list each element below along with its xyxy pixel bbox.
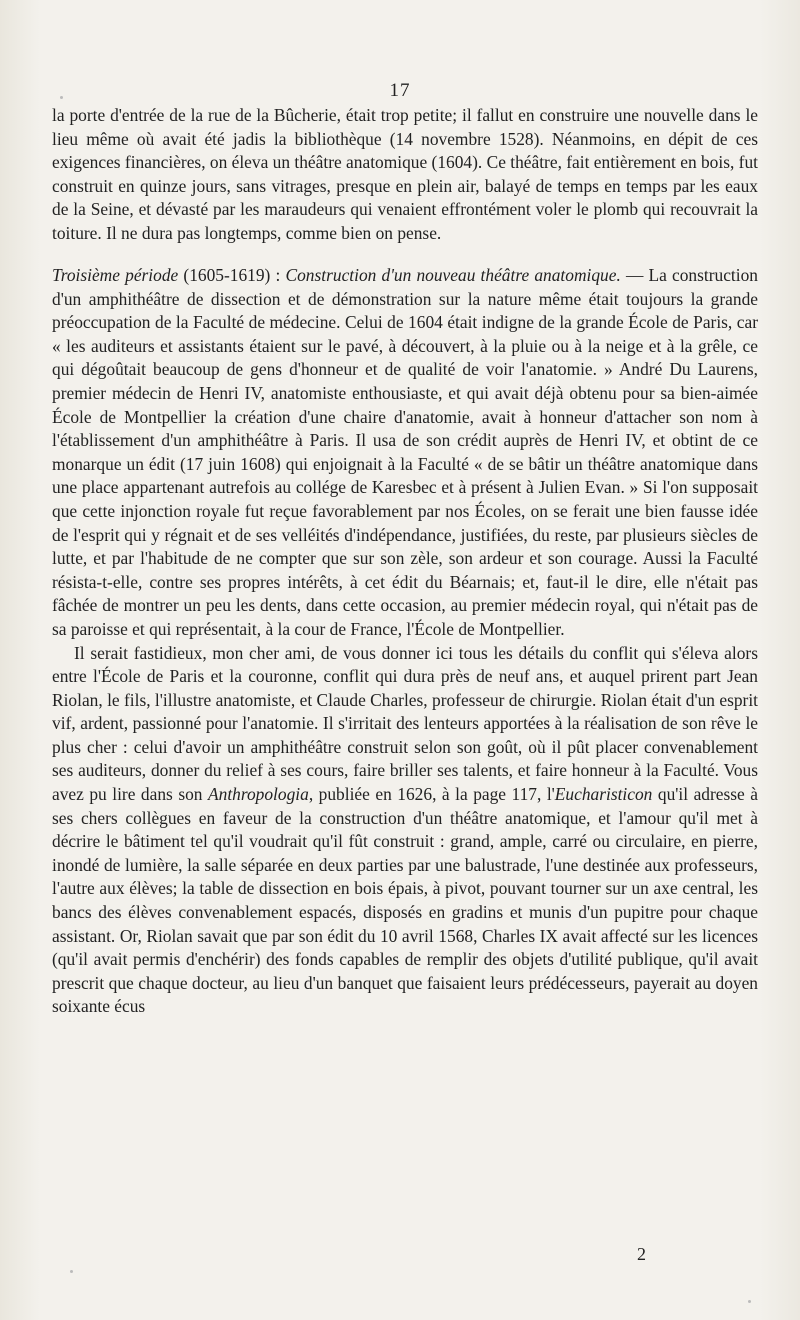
page-number: 17 [389,80,411,101]
section-label: Troisième période [52,265,179,285]
paragraph-3 [52,642,758,1020]
section-dates: (1605-1619) : [178,265,286,285]
book-title-eucharisticon: Eucharisticon [554,784,653,805]
paragraph-continuation [52,104,758,246]
paper-speck [748,1300,751,1303]
paragraph-2 [52,264,758,642]
paragraph-3-middle: , publiée en 1626, à la page 117, l' [308,784,555,805]
signature-mark: 2 [637,1244,646,1264]
book-title-anthropologia: Anthropologia [208,784,309,805]
paper-speck [70,1270,73,1273]
paragraph-3-after: qu'il adresse à ses chers collègues en faveur de la construction d'un théâtre anatomique, et l'amour qu'il met à décrire le bâtiment tel qu'il voudrait qu'il fût construit : grand, ample, carré ou circulaire, en pierre, inondé de lumière, la salle séparée en deux parties par une balustrade, l'une destinée aux professeurs, l'autre aux élèves; la table de dissection en bois épais, à pivot, pouvant tourner sur un axe central, les bancs des élèves convenablement espacés, disposés en gradins et munis d'un pupitre pour chaque assistant. Or, Riolan savait que par son édit du 10 avril 1568, Charles IX avait affecté sur les licences (qu'il avait permis d'enchérir) des fonds capables de remplir des objets d'utilité publique, qu'il avait prescrit que chaque docteur, au lieu d'un banquet que faisaient leurs prédécesseurs, payerait au doyen soixante écus [52,784,758,1017]
section-third-period [52,264,758,1019]
paragraph-3-before: Il serait fastidieux, mon cher ami, de vous donner ici tous les détails du conflit qui s'éleva alors entre l'École de Paris et la couronne, conflit qui dura près de neuf ans, et auquel prirent part Jean Riolan, le fils, l'illustre anatomiste, et Claude Charles, professeur de chirurgie. Riolan était d'un esprit vif, ardent, passionné pour l'anatomie. Il s'irritait des lenteurs apportées à la réalisation de son rêve le plus cher : celui d'avoir un amphithéâtre construit selon son goût, où il pût placer convenablement ses auditeurs, donner du relief à ses cours, faire briller ses talents, et faire honneur à la Faculté. Vous avez pu lire dans son [52,642,758,805]
paper-speck [60,96,63,99]
section-title: Construction d'un nouveau théâtre anatomique. [285,265,621,285]
paragraph-1: la porte d'entrée de la rue de la Bûcherie, était trop petite; il fallut en construire une nouvelle dans le lieu même où avait été jadis la bibliothèque (14 novembre 1528). Néanmoins, en dépit de ces exigences financières, on éleva un théâtre anatomique (1604). Ce théâtre, fait entièrement en bois, fut construit en quinze jours, sans vitrages, presque en plein air, balayé de temps en temps par les eaux de la Seine, et dévasté par les maraudeurs qui venaient effrontément voler le plomb qui recouvrait la toiture. Il ne dura pas longtemps, comme bien on pense. [52,105,758,243]
section-text: — La construction d'un amphithéâtre de dissection et de démonstration sur la nature même était toujours la grande préoccupation de la Faculté de médecine. Celui de 1604 était indigne de la grande École de Paris, car « les auditeurs et assistants étaient sur le pavé, à découvert, à la pluie ou à la neige et à la grêle, ce qui dégoûtait beaucoup de gens d'honneur et de qualité de voir l'anatomie. » André Du Laurens, premier médecin de Henri IV, anatomiste enthousiaste, et qui avait déjà obtenu pour sa bien-aimée École de Montpellier la création d'une chaire d'anatomie, avait à honneur d'attacher son nom à l'établissement d'un amphithéâtre à Paris. Il usa de son crédit auprès de Henri IV, et obtint de ce monarque un édit (17 juin 1608) qui enjoignait à la Faculté « de se bâtir un théâtre anatomique dans une place appartenant autrefois au collége de Karesbec et à présent à Julien Evan. » Si l'on supposait que cette injonction royale fut reçue favorablement par nos Écoles, on se ferait une bien fausse idée de l'esprit qui y régnait et de ses velléités d'indépendance, justifiées, du reste, par plusieurs siècles de lutte, et par l'habitude de ne compter que sur son zèle, son ardeur et son courage. Aussi la Faculté résista-t-elle, contre ses propres intérêts, à cet édit du Béarnais; et, faut-il le dire, elle n'était pas fâchée de montrer un peu les dents, dans cette occasion, au premier médecin royal, qui n'était pas de sa paroisse et qui représentait, à la cour de France, l'École de Montpellier. [52,265,758,639]
